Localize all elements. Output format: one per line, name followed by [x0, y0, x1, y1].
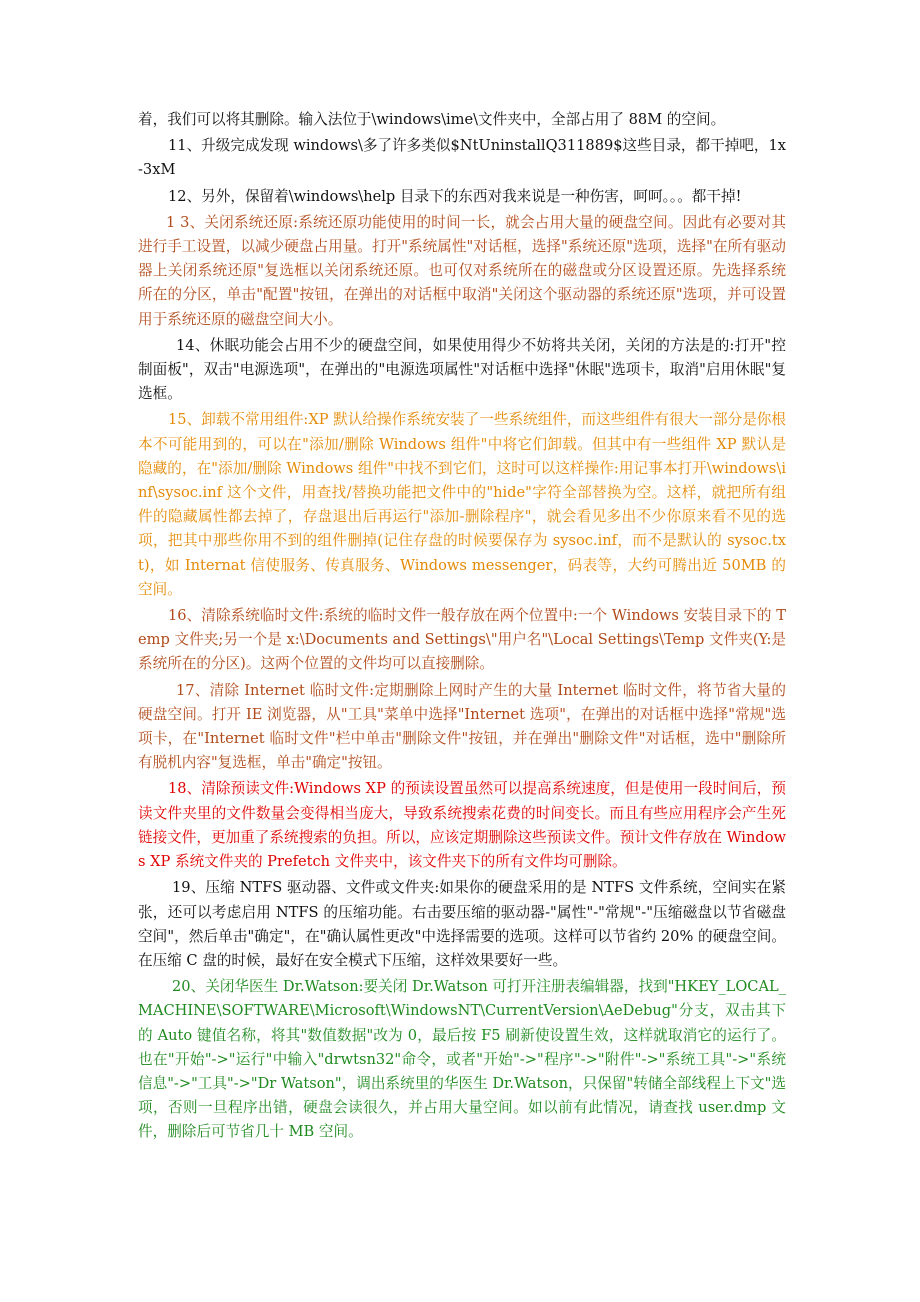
- paragraph-12-help-folder: 12、另外，保留着\windows\help 目录下的东西对我来说是一种伤害，呵呵。。。都干掉!: [168, 187, 742, 205]
- paragraph-20-dr-watson: 20、关闭华医生 Dr.Watson:要关闭 Dr.Watson 可打开注册表编辑器，找到"HKEY_LOCAL_MACHINE\SOFTWARE\Microsoft\WindowsNT\CurrentVersion\AeDebug"分支，双击其下的 Auto 键值名称，将其"数值数据"改为 0，最后按 F5 刷新使设置生效，这样就取消它的运行了。也在"开始"->"运行"中输入"drwtsn32"命令，或者"开始"->"程序"->"附件"->"系统工具"->"系统信息"->"工具"->"Dr Watson"，调出系统里的华医生 Dr.Watson，只保留"转储全部线程上下文"选项，否则一旦程序出错，硬盘会读很久，并占用大量空间。如以前有此情况，请查找 user.dmp 文件，删除后可节省几十 MB 空间。: [138, 978, 786, 1141]
- paragraph-11-uninstall-folders: 11、升级完成发现 windows\多了许多类似$NtUninstallQ311889$这些目录，都干掉吧，1x-3xM: [138, 137, 786, 179]
- paragraph-17-internet-temp: 17、清除 Internet 临时文件:定期删除上网时产生的大量 Internet 临时文件，将节省大量的硬盘空间。打开 IE 浏览器，从"工具"菜单中选择"Internet 选项"，在弹出的对话框中选择"常规"选项卡，在"Internet 临时文件"栏中单击"删除文件"按钮，并在弹出"删除文件"对话框，选中"删除所有脱机内容"复选框，单击"确定"按钮。: [138, 681, 786, 772]
- paragraph-15-uninstall-components: 15、卸载不常用组件:XP 默认给操作系统安装了一些系统组件，而这些组件有很大一部分是你根本不可能用到的，可以在"添加/删除 Windows 组件"中将它们卸载。但其中有一些组件 XP 默认是隐藏的，在"添加/删除 Windows 组件"中找不到它们，这时可以这样操作:用记事本打开\windows\inf\sysoc.inf 这个文件，用查找/替换功能把文件中的"hide"字符全部替换为空。这样，就把所有组件的隐藏属性都去掉了，存盘退出后再运行"添加-删除程序"，就会看见多出不少你原来看不见的选项，把其中那些你用不到的组件删掉(记住存盘的时候要保存为 sysoc.inf，而不是默认的 sysoc.txt)，如 Internat 信使服务、传真服务、Windows messenger，码表等，大约可腾出近 50MB 的空间。: [138, 411, 786, 598]
- paragraph-19-ntfs-compression: 19、压缩 NTFS 驱动器、文件或文件夹:如果你的硬盘采用的是 NTFS 文件系统，空间实在紧张，还可以考虑启用 NTFS 的压缩功能。右击要压缩的驱动器-"属性"-"常规"-"压缩磁盘以节省磁盘空间"，然后单击"确定"，在"确认属性更改"中选择需要的选项。这样可以节省约 20% 的硬盘空间。在压缩 C 盘的时候，最好在安全模式下压缩，这样效果要好一些。: [138, 879, 786, 969]
- paragraph-13-system-restore: 1 3、关闭系统还原:系统还原功能使用的时间一长，就会占用大量的硬盘空间。因此有必要对其进行手工设置，以减少硬盘占用量。打开"系统属性"对话框，选择"系统还原"选项，选择"在所有驱动器上关闭系统还原"复选框以关闭系统还原。也可仅对系统所在的磁盘或分区设置还原。先选择系统所在的分区，单击"配置"按钮，在弹出的对话框中取消"关闭这个驱动器的系统还原"选项，并可设置用于系统还原的磁盘空间大小。: [138, 213, 786, 328]
- paragraph-16-temp-files: 16、清除系统临时文件:系统的临时文件一般存放在两个位置中:一个 Windows 安装目录下的 Temp 文件夹;另一个是 x:\Documents and Settings\"用户名"\Local Settings\Temp 文件夹(Y:是系统所在的分区)。这两个位置的文件均可以直接删除。: [138, 607, 786, 673]
- paragraph-ime-continuation: 着，我们可以将其删除。输入法位于\windows\ime\文件夹中，全部占用了 88M 的空间。: [138, 111, 726, 128]
- document-page: [138, 108, 786, 1147]
- paragraph-14-hibernate: 14、休眠功能会占用不少的硬盘空间，如果使用得少不妨将共关闭，关闭的方法是的:打开"控制面板"，双击"电源选项"，在弹出的"电源选项属性"对话框中选择"休眠"选项卡，取消"启用休眠"复选框。: [138, 336, 786, 403]
- paragraph-18-prefetch: 18、清除预读文件:Windows XP 的预读设置虽然可以提高系统速度，但是使用一段时间后，预读文件夹里的文件数量会变得相当庞大，导致系统搜索花费的时间变长。而且有些应用程序会产生死链接文件，更加重了系统搜索的负担。所以，应该定期删除这些预读文件。预计文件存放在 Windows XP 系统文件夹的 Prefetch 文件夹中，该文件夹下的所有文件均可删除。: [138, 780, 786, 871]
